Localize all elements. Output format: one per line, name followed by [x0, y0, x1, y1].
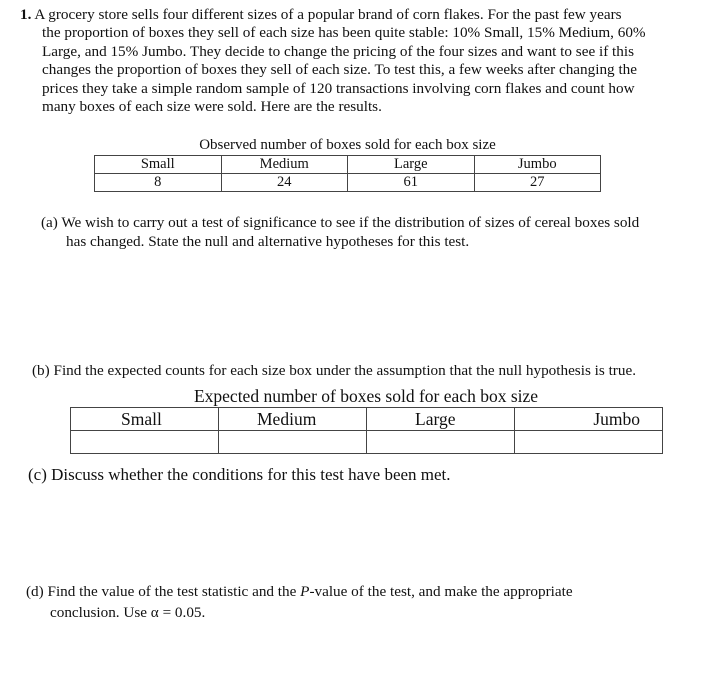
- observed-table-caption: Observed number of boxes sold for each box size: [199, 137, 496, 153]
- intro-line-3: Large, and 15% Jumbo. They decide to change the pricing of the four sizes and want to see if this: [42, 42, 635, 60]
- expected-value-jumbo: [515, 431, 663, 454]
- observed-value-jumbo: 27: [474, 174, 601, 192]
- intro-line-6: many boxes of each size were sold. Here are the results.: [42, 98, 382, 116]
- intro-line-5: prices they take a simple random sample of 120 transactions involving corn flakes and count how: [42, 79, 635, 97]
- part-a-line-1: (a) We wish to carry out a test of significance to see if the distribution of sizes of cereal boxes sold: [41, 214, 640, 231]
- part-c: (c) Discuss whether the conditions for this test have been met.: [28, 465, 451, 484]
- expected-value-large: [367, 431, 515, 454]
- expected-table-caption: Expected number of boxes sold for each box size: [193, 386, 539, 406]
- observed-table: [94, 155, 601, 192]
- expected-value-medium: [219, 431, 367, 454]
- question-number: 1.: [20, 6, 32, 23]
- observed-table-header-row: [95, 156, 601, 174]
- observed-header-large: Large: [348, 156, 475, 174]
- intro-line-4: changes the proportion of boxes they sell of each size. To test this, a few weeks after changing the: [42, 61, 637, 79]
- observed-value-large: 61: [348, 174, 475, 192]
- expected-header-medium: Medium: [219, 408, 367, 431]
- observed-header-medium: Medium: [221, 156, 348, 174]
- question-intro: [20, 6, 710, 116]
- observed-value-small: 8: [95, 174, 222, 192]
- part-a: [41, 214, 639, 251]
- observed-header-jumbo: Jumbo: [474, 156, 601, 174]
- part-d-line-1-suffix: -value of the test, and make the appropriate: [309, 583, 573, 600]
- observed-table-value-row: [95, 174, 601, 192]
- intro-line-1: A grocery store sells four different sizes of a popular brand of corn flakes. For the past few years: [34, 6, 622, 23]
- intro-line-2: the proportion of boxes they sell of each size has been quite stable: 10% Small, 15% Medium, 60%: [42, 24, 646, 42]
- part-a-line-2: has changed. State the null and alternative hypotheses for this test.: [66, 232, 470, 250]
- part-d-line-1: [26, 581, 573, 602]
- observed-header-small: Small: [95, 156, 222, 174]
- expected-table-header-row: [71, 408, 663, 431]
- expected-table-answer-row: [71, 431, 663, 454]
- part-d-line-2: conclusion. Use α = 0.05.: [50, 604, 206, 621]
- part-d: [26, 581, 573, 623]
- p-value-italic: P: [300, 583, 310, 600]
- expected-header-jumbo: Jumbo: [515, 408, 663, 431]
- part-d-line-1-prefix: (d) Find the value of the test statistic and the: [26, 583, 301, 600]
- expected-header-small: Small: [71, 408, 219, 431]
- expected-header-large: Large: [367, 408, 515, 431]
- observed-value-medium: 24: [221, 174, 348, 192]
- expected-table: [70, 407, 663, 454]
- expected-value-small: [71, 431, 219, 454]
- part-b: (b) Find the expected counts for each size box under the assumption that the null hypothesis is true.: [32, 362, 636, 379]
